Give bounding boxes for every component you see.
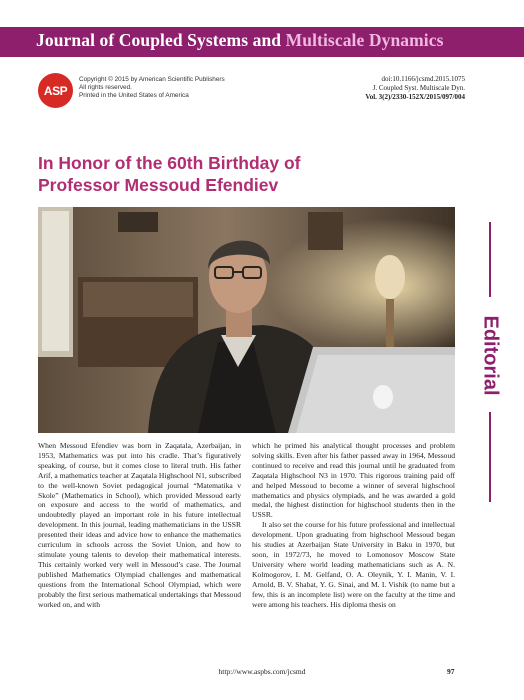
body-paragraph: When Messoud Efendiev was born in Zaqatala, Azerbaijan, in 1953, Mathematics was put into his cradle. That’s figuratively speaking, of course, but it comes close to literal truth. His father Arif, a mathematics teacher at Zaqatala Highschool N1, subscribed to the well-known Soviet pedagogical journal “Matematika v Skole” (Mathematics in School), which provided Messoud early on exposure and access to the world of mathematics, and undoubtedly played an important role in his future intellectual development. In this journal, leading mathematicians in the USSR presented their ideas and advice how to enhance the mathematics curriculum in schools across the Soviet Union, and how to stimulate young talents to develop their mathematical interests. This certainly worked very well in Messoud’s case. The Journal published Mathematics Olympiad challenges and mathematical questions from the International School Olympiad, which were probably the first serious mathematical undertakings that Messoud worked on, and with xyxy=(38,441,241,609)
journal-title-main: Journal of Coupled Systems and xyxy=(36,30,282,50)
body-paragraph: which he primed his analytical thought processes and problem solving skills. Even after his father passed away in 1964, Messoud continued to receive and read this journal until he graduated from Zaqatala Highschool N3 in 1970. This rigorous training paid off and helped Messoud to become a winner of several highschool mathematics and physics olympiads, and he was awarded a gold medal, the highest distinction for highschool students then in the USSR. xyxy=(252,441,455,520)
article-title-line: In Honor of the 60th Birthday of xyxy=(38,153,301,173)
section-label xyxy=(470,295,510,415)
journal-abbrev: J. Coupled Syst. Multiscale Dyn. xyxy=(372,84,465,92)
section-label-text: Editorial xyxy=(479,314,502,396)
article-meta xyxy=(365,75,465,102)
copyright-line: Printed in the United States of America xyxy=(79,92,189,99)
page-number: 97 xyxy=(447,667,455,676)
doi: doi:10.1166/jcsmd.2015.1075 xyxy=(381,75,465,83)
copyright-line: All rights reserved. xyxy=(79,84,132,91)
copyright-notice xyxy=(79,76,225,100)
body-paragraph: It also set the course for his future professional and intellectual development. Upon graduating from highschool Messoud began his studies at Azerbaijan State University in Baku in 1970, but soon, in 1972/73, he moved to Lomonosov Moscow State University where world leading mathematicians such as A. N. Kolmogorov, I. M. Gelfand, O. A. Oleynik, Y. I. Manin, V. I. Arnold, B. V. Shabat, Y. G. Sinai, and M. I. Vishik (to name but a few, this is an incomplete list) were on the faculty at the time and were among his teachers. His diploma thesis on xyxy=(252,520,455,609)
side-rule-top xyxy=(489,222,491,297)
journal-title xyxy=(36,30,444,51)
journal-title-accent: Multiscale Dynamics xyxy=(285,30,444,50)
portrait-photo xyxy=(38,207,455,433)
asp-logo: ASP xyxy=(38,73,73,108)
footer-url[interactable]: http://www.aspbs.com/jcsmd xyxy=(218,667,306,676)
volume-info: Vol. 3(2)/2330-152X/2015/097/004 xyxy=(365,93,465,101)
copyright-line: Copyright © 2015 by American Scientific Publishers xyxy=(79,76,225,83)
body-column-right xyxy=(252,441,455,609)
side-rule-bottom xyxy=(489,412,491,502)
article-title xyxy=(38,152,418,196)
article-title-line: Professor Messoud Efendiev xyxy=(38,175,279,195)
portrait-photo-art xyxy=(38,207,455,433)
body-column-left xyxy=(38,441,241,609)
